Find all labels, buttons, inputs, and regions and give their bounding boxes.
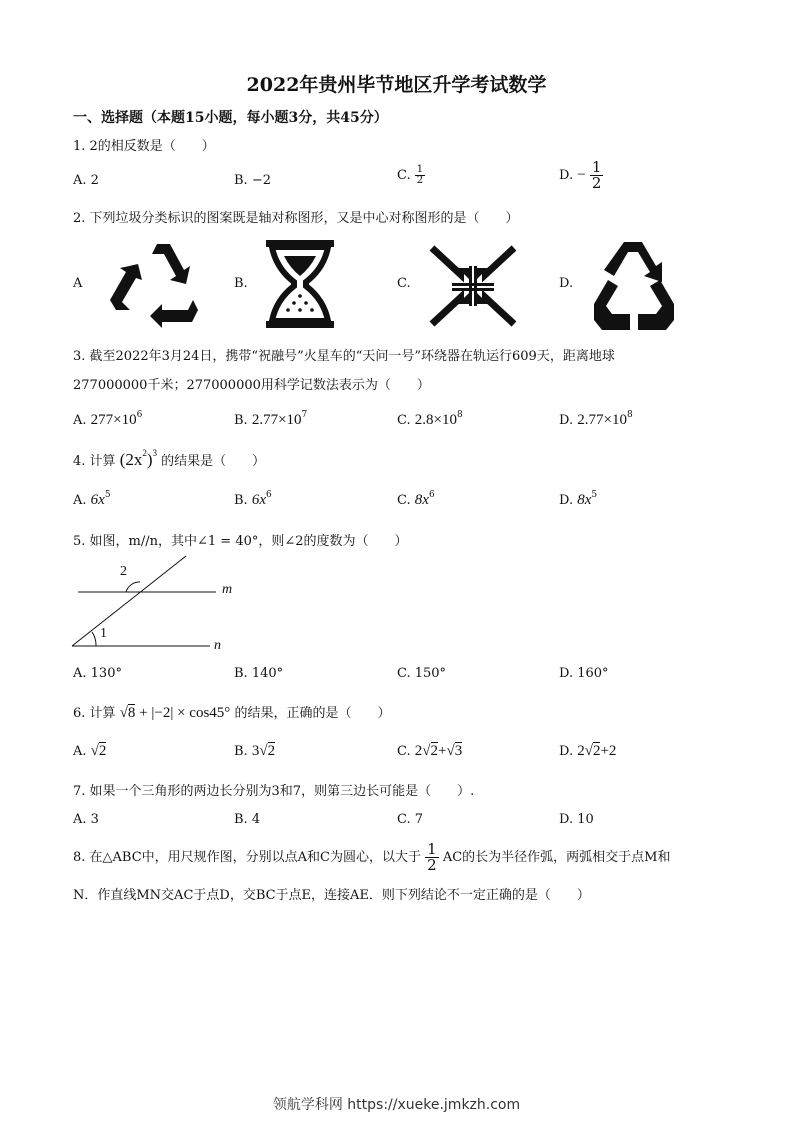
- minus-sign: −: [577, 167, 586, 183]
- q6-option-d: [559, 743, 616, 760]
- question-3-line-1: 3. 截至2022年3月24日，携带“祝融号”火星车的“天问一号”环绕器在轨运行609天，距离地球: [73, 349, 615, 364]
- radicand: 3: [454, 743, 463, 759]
- option-label: D.: [559, 168, 574, 183]
- plus-sign: +: [438, 743, 447, 759]
- question-8-line-1: [73, 842, 670, 873]
- question-text: 8. 在△ABC中，用尺规作图，分别以点A和C为圆心，以大于: [73, 850, 421, 865]
- q1-option-b: B. −2: [234, 173, 271, 188]
- question-4: [73, 450, 265, 470]
- q5-option-b: B. 140°: [234, 666, 284, 681]
- radicand: 2: [98, 743, 107, 759]
- tail: +2: [600, 743, 617, 759]
- q1-option-a: A. 2: [73, 173, 99, 188]
- q3-option-a: [73, 412, 142, 429]
- numerator: 1: [416, 164, 424, 175]
- q3-option-b: [234, 412, 307, 429]
- question-3-line-2: 277000000千米；277000000用科学记数法表示为（ ）: [73, 378, 430, 393]
- q5-option-d: D. 160°: [559, 666, 609, 681]
- q5-option-a: A. 130°: [73, 666, 122, 681]
- exponent: 6: [428, 490, 435, 500]
- recycle-triangle-icon: [108, 240, 206, 328]
- exponent: 8: [456, 410, 463, 420]
- option-value: 8x: [577, 492, 592, 508]
- question-2: 2. 下列垃圾分类标识的图案既是轴对称图形，又是中心对称图形的是（ ）: [73, 211, 519, 226]
- expr-rest: + |−2| × cos45°: [139, 705, 231, 721]
- option-value: 2.8×10: [414, 412, 457, 428]
- q3-option-d: [559, 412, 633, 429]
- option-value: 6x: [251, 492, 266, 508]
- option-label: C.: [397, 493, 411, 508]
- option-value: 277×10: [90, 412, 137, 428]
- q7-option-b: B. 4: [234, 812, 261, 827]
- parallel-lines-figure: [70, 550, 250, 660]
- option-label: A.: [73, 493, 87, 508]
- question-text: 4. 计算: [73, 454, 116, 469]
- option-label: D.: [559, 744, 574, 759]
- option-value: √2: [90, 743, 107, 759]
- expression: √8 + |−2| × cos45°: [119, 705, 231, 721]
- expr-close: ): [146, 450, 153, 469]
- q3-option-c: [397, 412, 463, 429]
- radicand: 2: [430, 743, 438, 759]
- q5-option-c: C. 150°: [397, 666, 447, 681]
- q6-option-b: [234, 743, 275, 760]
- option-label: D.: [559, 413, 574, 428]
- radicand: 2: [592, 743, 601, 759]
- q7-option-c: C. 7: [397, 812, 424, 827]
- coefficient: 3: [251, 743, 260, 759]
- recycle-variant-icon: [590, 236, 678, 332]
- fraction: [415, 165, 425, 186]
- question-8-line-2: N．作直线MN交AC于点D，交BC于点E，连接AE．则下列结论不一定正确的是（ ）: [73, 888, 590, 903]
- option-value: 2√2+2: [577, 743, 617, 759]
- exponent: 6: [136, 410, 143, 420]
- numerator: 1: [591, 158, 602, 176]
- page-title: 2022年贵州毕节地区升学考试数学: [246, 74, 547, 96]
- label-angle-2: 2: [120, 564, 127, 579]
- four-arrows-icon: [428, 244, 518, 328]
- outer-exponent: 3: [152, 448, 158, 458]
- q4-option-c: [397, 492, 435, 509]
- q2-option-c-label: C.: [397, 276, 411, 291]
- section-heading: 一、选择题（本题15小题，每小题3分，共45分）: [73, 110, 388, 126]
- label-angle-1: 1: [100, 626, 107, 641]
- option-value: 6x: [90, 492, 105, 508]
- option-label: A.: [73, 413, 87, 428]
- q2-option-a-label: A: [73, 276, 83, 291]
- exponent: 5: [591, 490, 598, 500]
- numerator: 1: [427, 840, 437, 858]
- fraction: [590, 160, 604, 191]
- radicand: 8: [127, 705, 136, 721]
- q1-option-d: [559, 160, 603, 191]
- denominator: 2: [427, 856, 437, 874]
- option-label: A.: [73, 744, 87, 759]
- option-value: 2.77×10: [577, 412, 627, 428]
- q6-option-c: [397, 743, 462, 760]
- question-7: 7. 如果一个三角形的两边长分别为3和7，则第三边长可能是（ ）.: [73, 784, 475, 799]
- option-value: 2√2+√3: [414, 743, 463, 759]
- question-text: 的结果是（ ）: [161, 454, 266, 469]
- radicand: 2: [267, 743, 276, 759]
- footer-watermark: 领航学科网 https://xueke.jmkzh.com: [272, 1097, 521, 1113]
- coefficient: 2: [577, 743, 585, 759]
- expression: [120, 450, 157, 469]
- denominator: 2: [416, 175, 424, 186]
- q7-option-a: A. 3: [73, 812, 99, 827]
- inner-exponent: 2: [142, 448, 147, 458]
- option-label: C.: [397, 744, 411, 759]
- q4-option-d: [559, 492, 597, 509]
- q7-option-d: D. 10: [559, 812, 594, 827]
- q2-option-d-label: D.: [559, 276, 574, 291]
- q6-option-a: [73, 743, 106, 760]
- question-text: 的结果，正确的是（ ）: [234, 706, 391, 721]
- label-n: n: [214, 638, 221, 653]
- hourglass-icon: [264, 238, 336, 330]
- expr-base: (2x: [119, 450, 143, 469]
- fraction: [425, 842, 439, 873]
- exponent: 8: [626, 410, 633, 420]
- exponent: 6: [266, 490, 272, 500]
- q4-option-a: [73, 492, 111, 509]
- exponent: 5: [104, 490, 111, 500]
- option-value: 8x: [414, 492, 429, 508]
- option-label: B.: [234, 493, 248, 508]
- option-label: D.: [559, 493, 574, 508]
- option-label: B.: [234, 413, 248, 428]
- option-label: C.: [397, 168, 411, 183]
- label-m: m: [222, 582, 233, 597]
- denominator: 2: [591, 174, 602, 192]
- q1-option-c: [397, 165, 425, 186]
- q2-option-b-label: B.: [234, 276, 248, 291]
- exponent: 7: [301, 410, 308, 420]
- question-1: 1. 2的相反数是（ ）: [73, 139, 215, 154]
- question-5: 5. 如图，m//n，其中∠1 = 40°，则∠2的度数为（ ）: [73, 534, 408, 549]
- question-text: 6. 计算: [73, 706, 116, 721]
- option-value: 3√2: [251, 743, 276, 759]
- question-text: AC的长为半径作弧，两弧相交于点M和: [442, 850, 671, 865]
- q4-option-b: [234, 492, 272, 509]
- coefficient: 2: [414, 743, 423, 759]
- option-value: 2.77×10: [251, 412, 302, 428]
- question-6: [73, 702, 390, 722]
- option-label: C.: [397, 413, 411, 428]
- option-label: B.: [234, 744, 248, 759]
